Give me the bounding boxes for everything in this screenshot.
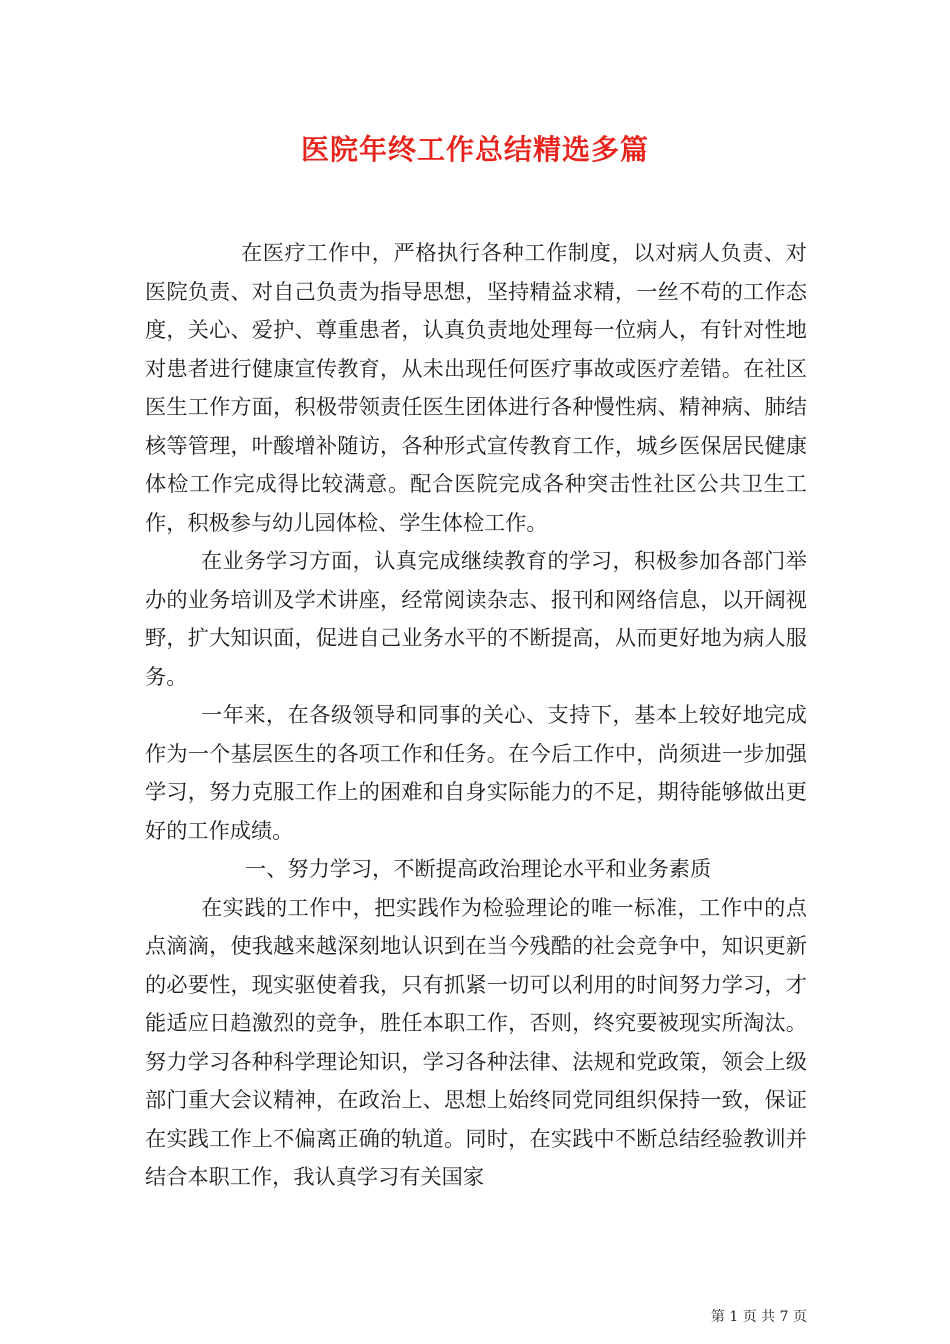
section-heading: 一、努力学习，不断提高政治理论水平和业务素质: [245, 856, 712, 881]
paragraph-1: 在医疗工作中，严格执行各种工作制度，以对病人负责、对医院负责、对自己负责为指导思想，坚持精益求精，一丝不苟的工作态度，关心、爱护、尊重患者，认真负责地处理每一位病人，有针对性地对患者进行健康宣传教育，从未出现任何医疗事故或医疗差错。在社区医生工作方面，积极带领责任医生团体进行各种慢性病、精神病、肺结核等管理，叶酸增补随访，各种形式宣传教育工作，城乡医保居民健康体检工作完成得比较满意。配合医院完成各种突击性社区公共卫生工作，积极参与幼儿园体检、学生体检工作。: [145, 240, 807, 535]
document-body: [145, 234, 807, 1197]
document-title: 医院年终工作总结精选多篇: [300, 133, 649, 166]
paragraph-2: 在业务学习方面，认真完成继续教育的学习，积极参加各部门举办的业务培训及学术讲座，经常阅读杂志、报刊和网络信息，以开阔视野，扩大知识面，促进自己业务水平的不断提高，从而更好地为病人服务。: [145, 548, 807, 689]
page-indicator: 第 1 页 共 7 页: [710, 1309, 807, 1325]
section-paragraph: 在实践的工作中，把实践作为检验理论的唯一标准，工作中的点点滴滴，使我越来越深刻地认识到在当今残酷的社会竞争中，知识更新的必要性，现实驱使着我，只有抓紧一切可以利用的时间努力学习，才能适应日趋激烈的竞争，胜任本职工作，否则，终究要被现实所淘汰。努力学习各种科学理论知识，学习各种法律、法规和党政策，领会上级部门重大会议精神，在政治上、思想上始终同党同组织保持一致，保证在实践工作上不偏离正确的轨道。同时，在实践中不断总结经验教训并结合本职工作，我认真学习有关国家: [145, 894, 807, 1189]
paragraph-3: 一年来，在各级领导和同事的关心、支持下，基本上较好地完成作为一个基层医生的各项工作和任务。在今后工作中，尚须进一步加强学习，努力克服工作上的困难和自身实际能力的不足，期待能够做出更好的工作成绩。: [145, 702, 807, 843]
